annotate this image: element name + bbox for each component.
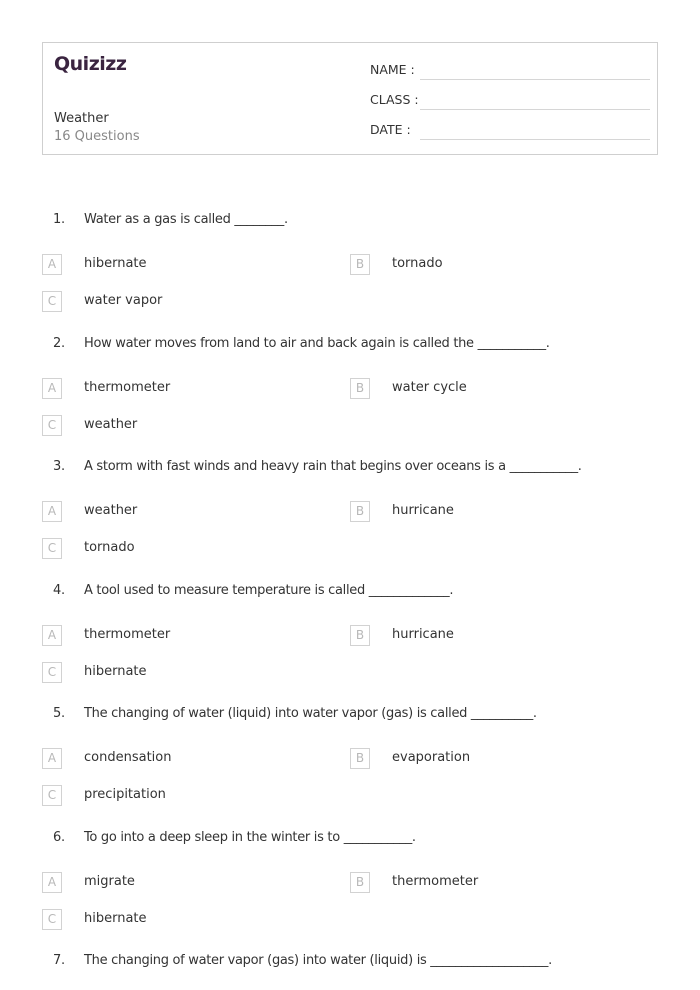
option-text: hurricane (392, 626, 454, 642)
question-1 (42, 212, 658, 336)
quizizz-logo: Quizizz (54, 53, 127, 75)
question-text: To go into a deep sleep in the winter is to ___________. (84, 829, 416, 845)
option-letter-box: B (350, 501, 370, 522)
class-label: CLASS : (370, 92, 419, 107)
question-number: 6. (53, 829, 65, 845)
name-label: NAME : (370, 62, 415, 77)
option-letter-box: C (42, 662, 62, 683)
question-stem (42, 583, 453, 598)
question-number: 7. (53, 953, 65, 968)
class-field[interactable] (370, 90, 650, 120)
option-letter-box: B (350, 378, 370, 399)
option-text: tornado (84, 540, 135, 555)
question-4 (42, 583, 658, 707)
option-letter-box: C (42, 291, 62, 312)
name-line[interactable] (420, 79, 650, 80)
option-text: hibernate (84, 910, 147, 926)
option-letter-box: B (350, 748, 370, 769)
date-label: DATE : (370, 122, 411, 137)
option-letter-box: C (42, 909, 62, 930)
option-text: tornado (392, 256, 443, 271)
option-text: hibernate (84, 663, 147, 679)
option-letter-box: B (350, 254, 370, 275)
question-stem (42, 459, 582, 474)
question-3 (42, 459, 658, 583)
option-letter-box: C (42, 538, 62, 559)
question-list (42, 212, 658, 990)
option-text: precipitation (84, 787, 166, 802)
question-stem (42, 830, 416, 845)
worksheet-header (42, 42, 658, 155)
question-stem (42, 953, 552, 968)
question-5 (42, 706, 658, 830)
question-number: 5. (53, 706, 65, 721)
option-letter-box: A (42, 378, 62, 399)
option-letter-box: A (42, 625, 62, 646)
option-letter-box: C (42, 415, 62, 436)
option-text: water vapor (84, 293, 163, 308)
question-text: Water as a gas is called ________. (84, 212, 288, 227)
option-text: hurricane (392, 503, 454, 518)
date-line[interactable] (420, 139, 650, 140)
option-text: weather (84, 503, 138, 518)
option-text: thermometer (84, 379, 171, 395)
option-text: weather (84, 416, 138, 432)
option-text: water cycle (392, 379, 467, 395)
question-count: 16 Questions (54, 129, 140, 144)
question-stem (42, 706, 537, 721)
option-letter-box: A (42, 254, 62, 275)
question-number: 1. (53, 212, 65, 227)
question-number: 2. (53, 335, 65, 351)
question-number: 3. (53, 459, 65, 474)
option-text: evaporation (392, 750, 471, 765)
option-letter-box: A (42, 872, 62, 893)
question-text: How water moves from land to air and back again is called the ___________. (84, 335, 550, 351)
question-stem (42, 212, 288, 227)
class-line[interactable] (420, 109, 650, 110)
option-text: migrate (84, 873, 135, 889)
question-text: The changing of water (liquid) into water vapor (gas) is called __________. (84, 706, 537, 721)
worksheet-title: Weather (54, 111, 109, 126)
date-field[interactable] (370, 120, 650, 150)
option-letter-box: A (42, 748, 62, 769)
option-letter-box: C (42, 785, 62, 806)
option-text: condensation (84, 750, 172, 765)
question-7 (42, 953, 658, 990)
option-text: hibernate (84, 256, 147, 271)
question-text: A storm with fast winds and heavy rain that begins over oceans is a ___________. (84, 459, 582, 474)
option-letter-box: B (350, 872, 370, 893)
question-6 (42, 830, 658, 954)
question-number: 4. (53, 582, 65, 598)
question-2 (42, 336, 658, 460)
option-text: thermometer (392, 873, 479, 889)
option-letter-box: B (350, 625, 370, 646)
name-field[interactable] (370, 60, 650, 90)
option-text: thermometer (84, 626, 171, 642)
question-text: The changing of water vapor (gas) into water (liquid) is ___________________. (84, 953, 552, 968)
option-letter-box: A (42, 501, 62, 522)
question-text: A tool used to measure temperature is called _____________. (84, 582, 454, 598)
student-info-fields (370, 60, 650, 150)
question-stem (42, 336, 550, 351)
